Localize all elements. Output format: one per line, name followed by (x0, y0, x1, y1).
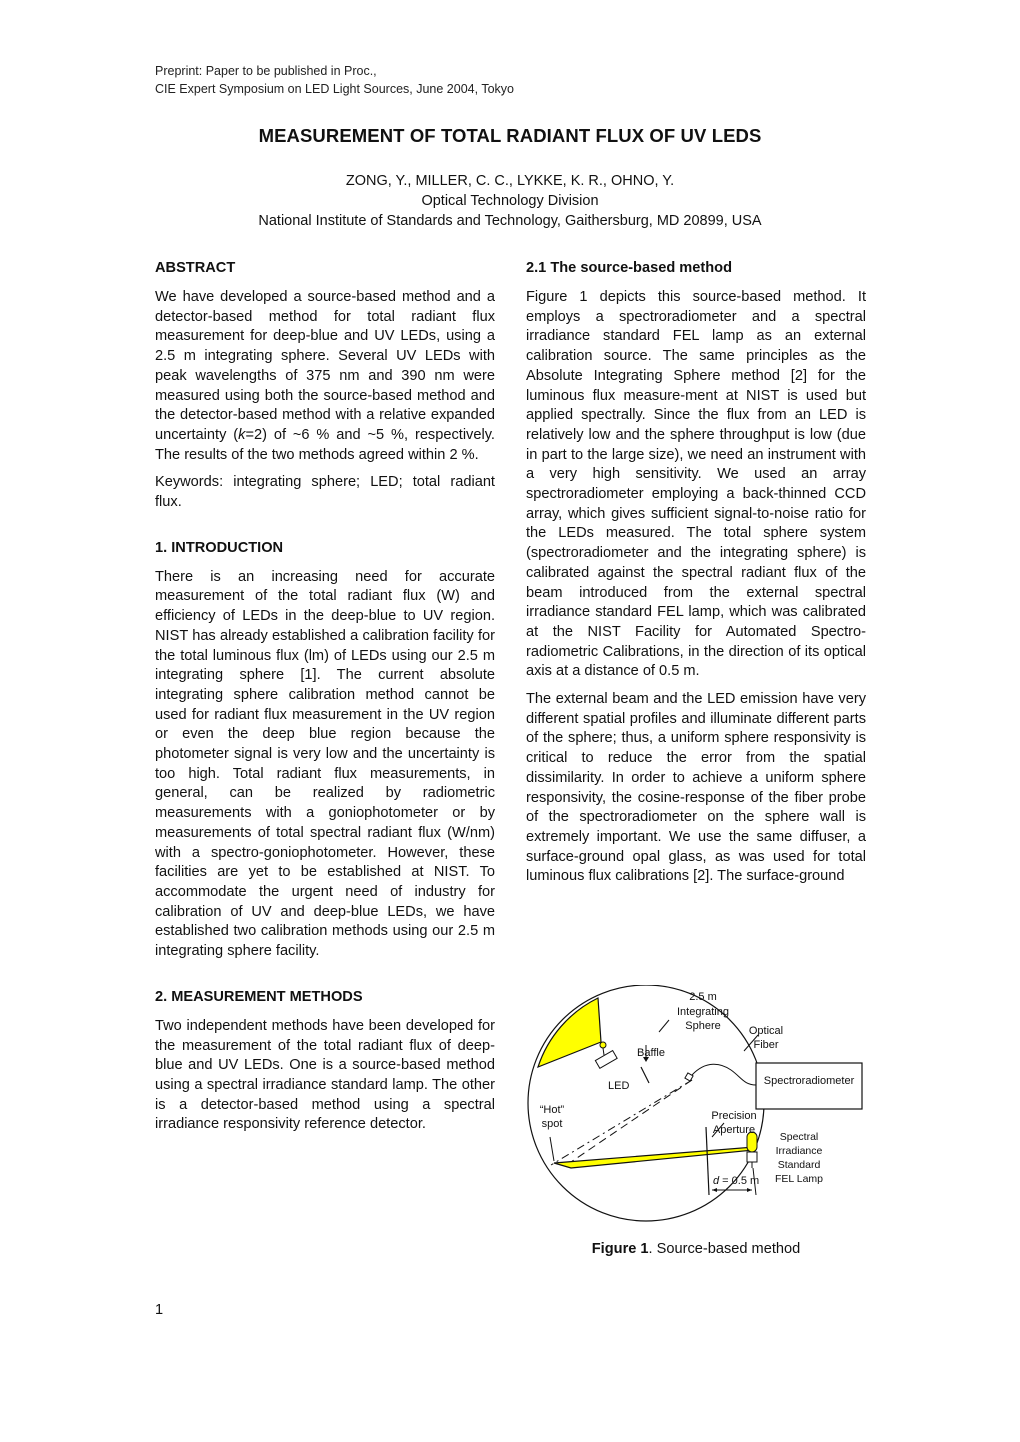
label-sphere-size: 2.5 m (689, 991, 717, 1003)
source-method-para-1: Figure 1 depicts this source-based method. It employs a spectroradiometer and a spectral irradiance standard FEL lamp as an external calibration source. The same principles as the Absolute Integrating Sphere method [2] for the luminous flux measure-ment at NIST is used but applied spectrally. Since the flux from an LED is relatively low and the sphere throughput is low (due in part to the large size), we need an instrument with a very high sensitivity. We used an array spectroradiometer employing a back-thinned CCD array, which gives sufficient signal-to-noise ratio for the LEDs measured. The total sphere system (spectroradiometer and the integrating sphere) is calibrated against the spectral radiant flux of the beam introduced from the external spectral irradiance standard FEL lamp, which was calibrated at the NIST Facility for Automated Spectro-radiometric Calibrations, in the direction of its optical axis at a distance of 0.5 m. (526, 289, 866, 680)
led-icon (600, 1042, 606, 1048)
methods-heading: 2. MEASUREMENT METHODS (155, 988, 363, 1005)
label-spectroradiometer: Spectroradiometer (763, 1075, 855, 1087)
left-column (155, 259, 495, 1143)
figure-1-caption (526, 1241, 866, 1257)
abstract-text (155, 288, 495, 465)
source-method-para-2: The external beam and the LED emission have very different spatial profiles and illuminate different parts of the sphere; thus, a uniform sphere responsivity is critical to reduce the error from the spatial dissimilarity. In order to achieve a uniform sphere responsivity, the cosine-response of the fiber probe of the spectroradiometer on the sphere wall is extremely important. We use the same diffuser, a surface-ground opal glass, as was used for total luminous flux calibrations [2]. The surface-ground (526, 691, 866, 885)
methods-text: Two independent methods have been developed for the measurement of the total radiant flux of deep-blue and UV LEDs. One is a source-based method using a spectral irradiance standard lamp. The other is a detector-based method using a spectral irradiance responsivity reference detector. (155, 1017, 495, 1133)
label-sphere-line2: Integrating (677, 1006, 729, 1018)
label-hot-line1: “Hot” (539, 1104, 565, 1116)
hot-spot-pointer (550, 1137, 554, 1161)
led-emission-cone (538, 998, 601, 1067)
figure-1-diagram (516, 985, 876, 1225)
label-distance (713, 1175, 759, 1187)
label-hot-line2: spot (541, 1118, 563, 1130)
fel-beam (554, 1147, 754, 1168)
label-aperture-line1: Precision (711, 1110, 757, 1122)
caption-label: Figure 1 (591, 1241, 649, 1257)
label-aperture-line2: Aperture (712, 1124, 756, 1136)
distance-arrowhead-right (747, 1188, 752, 1192)
abstract-text-part2: =2) of ~6 % and ~5 %, respectively. The results of the two methods agreed within 2 %. (155, 426, 495, 463)
page-number: 1 (155, 1302, 164, 1318)
preprint-line-2: CIE Expert Symposium on LED Light Sources, June 2004, Tokyo (155, 82, 514, 96)
author-block (0, 171, 1020, 231)
distance-arrowhead-left (712, 1188, 717, 1192)
optical-fiber-cable (692, 1064, 756, 1085)
dashed-sight-line (571, 1080, 692, 1162)
label-sphere-line3: Sphere (685, 1020, 721, 1032)
abstract-k-symbol: k (238, 426, 246, 443)
abstract-text-part1: We have developed a source-based method and a detector-based method for total radiant flux measurement for deep-blue and UV LEDs, using a 2.5 m integrating sphere. Several UV LEDs with peak wavelengths of 375 nm and 390 nm were measured using both the source-based method and the detector-based method with a relative expanded uncertainty ( (155, 289, 495, 443)
introduction-text: There is an increasing need for accurate measurement of the total radiant flux (W) and efficiency of LEDs in the deep-blue to UV region. NIST has already established a calibration facility for the total luminous flux (lm) of LEDs using our 2.5 m integrating sphere [1]. The current absolute integrating sphere calibration method cannot be used for radiant flux measurement in the UV region or even the deep blue region because the photometer signal is very low and the uncertainty is too high. Total radiant flux measurements, in general, can be realized by radiometric measurements with a goniophotometer or by measurements of total spectral radiant flux (W/nm) with a spectro-goniophotometer. However, these facilities are yet to be established at NIST. To accommodate the urgent need of industry for calibration of UV and deep-blue LEDs, we have established two calibration methods using our 2.5 m integrating sphere facility. (155, 568, 495, 960)
precision-aperture (706, 1127, 709, 1195)
label-fiber-line1: Optical (748, 1025, 784, 1037)
keywords: Keywords: integrating sphere; LED; total radiant flux. (155, 474, 495, 511)
author-institution: National Institute of Standards and Technology, Gaithersburg, MD 20899, USA (258, 213, 762, 229)
abstract-heading: ABSTRACT (155, 260, 236, 276)
label-distance-var: d (713, 1175, 720, 1187)
baffle-plate (641, 1067, 649, 1083)
preprint-line-1: Preprint: Paper to be published in Proc., (155, 64, 377, 78)
label-lamp-line3: Standard (777, 1159, 821, 1171)
caption-text: . Source-based method (648, 1241, 801, 1257)
label-fiber-line2: Fiber (753, 1039, 779, 1051)
sphere-pointer (659, 1020, 669, 1032)
label-led: LED (608, 1080, 630, 1092)
figure-1-svg (516, 985, 876, 1225)
preprint-note (155, 62, 514, 98)
author-names: ZONG, Y., MILLER, C. C., LYKKE, K. R., OHNO, Y. (345, 173, 675, 189)
right-column (526, 259, 866, 895)
led-mount (595, 1051, 617, 1069)
led-stem (603, 1048, 604, 1055)
label-lamp-line2: Irradiance (775, 1145, 823, 1157)
label-distance-value: = 0.5 m (719, 1175, 760, 1187)
optical-axis-line (551, 1080, 692, 1165)
fel-lamp-base (747, 1152, 757, 1162)
paper-title: MEASUREMENT OF TOTAL RADIANT FLUX OF UV LEDS (258, 125, 762, 146)
label-lamp-line4: FEL Lamp (774, 1173, 824, 1185)
label-lamp-line1: Spectral (779, 1131, 819, 1143)
label-baffle: Baffle (637, 1047, 665, 1059)
author-division: Optical Technology Division (421, 193, 599, 209)
source-method-heading: 2.1 The source-based method (526, 260, 732, 276)
introduction-heading: 1. INTRODUCTION (155, 539, 284, 556)
